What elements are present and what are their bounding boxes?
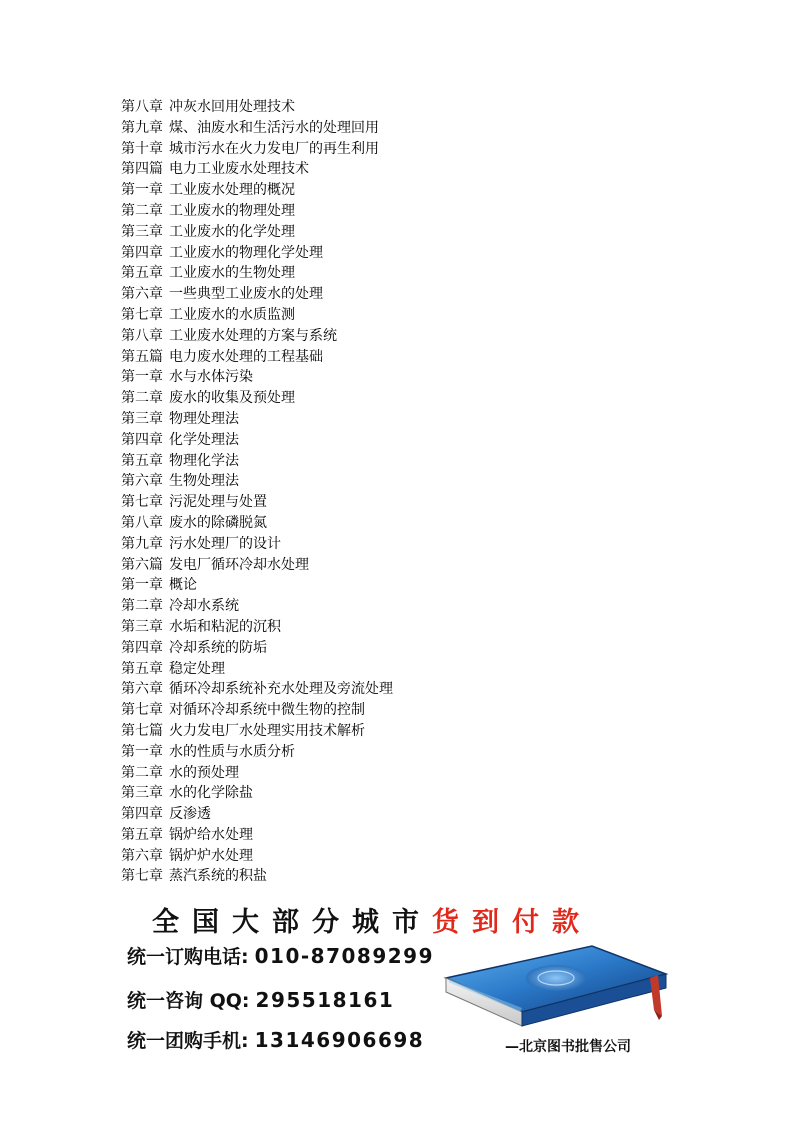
toc-entry-title: 水与水体污染: [169, 369, 253, 386]
toc-entry: [121, 305, 681, 326]
toc-entry: [121, 284, 681, 305]
toc-entry-number: 第二章: [121, 598, 163, 615]
toc-entry-title: 工业废水处理的概况: [169, 182, 295, 199]
toc-entry-number: 第三章: [121, 223, 163, 240]
toc-entry: [121, 388, 681, 409]
toc-entry-number: 第六章: [121, 681, 163, 698]
toc-entry-number: 第九章: [121, 535, 163, 552]
toc-entry-number: 第五章: [121, 452, 163, 469]
toc-entry-number: 第二章: [121, 764, 163, 781]
toc-entry-number: 第一章: [121, 577, 163, 594]
toc-entry-title: 蒸汽系统的积盐: [169, 868, 267, 885]
toc-entry: [121, 596, 681, 617]
toc-entry: [121, 451, 681, 472]
toc-entry: [121, 263, 681, 284]
group-buy-number: 13146906698: [254, 1028, 425, 1052]
toc-entry: [121, 492, 681, 513]
toc-entry: [121, 555, 681, 576]
toc-entry: [121, 783, 681, 804]
toc-entry-title: 物理化学法: [169, 452, 239, 469]
toc-entry: [121, 159, 681, 180]
toc-entry-number: 第七章: [121, 494, 163, 511]
toc-entry-number: 第五章: [121, 660, 163, 677]
toc-entry: [121, 118, 681, 139]
toc-entry: [121, 763, 681, 784]
toc-entry-title: 工业废水的生物处理: [169, 265, 295, 282]
toc-entry-title: 电力工业废水处理技术: [169, 161, 309, 178]
toc-entry-title: 水的预处理: [169, 764, 239, 781]
toc-entry-number: 第七章: [121, 306, 163, 323]
toc-entry-title: 冷却水系统: [169, 598, 239, 615]
toc-entry: [121, 721, 681, 742]
toc-entry-number: 第四章: [121, 639, 163, 656]
qq-number: 295518161: [255, 988, 395, 1012]
toc-entry-title: 一些典型工业废水的处理: [169, 286, 323, 303]
toc-entry-number: 第四篇: [121, 161, 163, 178]
toc-entry-number: 第六章: [121, 286, 163, 303]
table-of-contents: [121, 97, 681, 887]
toc-entry-number: 第三章: [121, 785, 163, 802]
toc-entry-number: 第二章: [121, 202, 163, 219]
toc-entry-number: 第四章: [121, 244, 163, 261]
toc-entry-number: 第十章: [121, 140, 163, 157]
ad-headline: [152, 900, 592, 939]
advertisement-banner: [0, 890, 794, 1070]
toc-entry-title: 化学处理法: [169, 431, 239, 448]
toc-entry-number: 第六章: [121, 473, 163, 490]
toc-entry-title: 废水的除磷脱氮: [169, 514, 267, 531]
toc-entry-number: 第一章: [121, 369, 163, 386]
toc-entry: [121, 243, 681, 264]
qq-line: [127, 986, 394, 1013]
toc-entry-title: 电力废水处理的工程基础: [169, 348, 323, 365]
toc-entry-title: 水的化学除盐: [169, 785, 253, 802]
toc-entry: [121, 222, 681, 243]
toc-entry-number: 第五篇: [121, 348, 163, 365]
group-buy-label: 统一团购手机:: [127, 1030, 249, 1052]
ad-headline-highlight: 货到付款: [432, 907, 592, 938]
toc-entry-title: 概论: [169, 577, 197, 594]
order-phone-number: 010-87089299: [254, 944, 434, 968]
toc-entry-number: 第六篇: [121, 556, 163, 573]
toc-entry-number: 第七章: [121, 702, 163, 719]
toc-entry: [121, 201, 681, 222]
order-phone-label: 统一订购电话:: [127, 946, 249, 968]
toc-entry-title: 水的性质与水质分析: [169, 743, 295, 760]
toc-entry-title: 锅炉给水处理: [169, 826, 253, 843]
toc-entry: [121, 700, 681, 721]
toc-entry-number: 第二章: [121, 390, 163, 407]
toc-entry-number: 第八章: [121, 514, 163, 531]
toc-entry-number: 第四章: [121, 431, 163, 448]
toc-entry: [121, 617, 681, 638]
toc-entry: [121, 471, 681, 492]
toc-entry-number: 第八章: [121, 99, 163, 115]
toc-entry-number: 第五章: [121, 826, 163, 843]
toc-entry-title: 发电厂循环冷却水处理: [169, 556, 309, 573]
toc-entry: [121, 742, 681, 763]
toc-entry: [121, 180, 681, 201]
toc-entry: [121, 846, 681, 867]
toc-entry: [121, 326, 681, 347]
toc-entry-title: 锅炉炉水处理: [169, 847, 253, 864]
toc-entry-title: 冷却系统的防垢: [169, 639, 267, 656]
toc-entry: [121, 638, 681, 659]
toc-entry-title: 污水处理厂的设计: [169, 535, 281, 552]
toc-entry-title: 煤、油废水和生活污水的处理回用: [169, 119, 379, 136]
toc-entry-number: 第六章: [121, 847, 163, 864]
toc-entry-title: 工业废水的化学处理: [169, 223, 295, 240]
toc-entry-title: 稳定处理: [169, 660, 225, 677]
toc-entry-title: 工业废水处理的方案与系统: [169, 327, 337, 344]
toc-entry: [121, 139, 681, 160]
toc-entry-title: 物理处理法: [169, 410, 239, 427]
toc-entry-title: 反渗透: [169, 806, 211, 823]
toc-entry: [121, 367, 681, 388]
toc-entry-title: 水垢和粘泥的沉积: [169, 618, 281, 635]
toc-entry: [121, 804, 681, 825]
toc-entry-number: 第三章: [121, 618, 163, 635]
order-phone-line: [127, 942, 434, 969]
toc-entry: [121, 679, 681, 700]
group-buy-line: [127, 1026, 424, 1053]
toc-entry-title: 对循环冷却系统中微生物的控制: [169, 702, 365, 719]
qq-label: 统一咨询 QQ:: [127, 990, 250, 1012]
ad-headline-main: 全国大部分城市: [152, 907, 432, 938]
toc-entry: [121, 659, 681, 680]
book-illustration: [440, 938, 680, 1048]
toc-entry-number: 第九章: [121, 119, 163, 136]
toc-entry: [121, 575, 681, 596]
toc-entry-number: 第三章: [121, 410, 163, 427]
toc-entry-number: 第一章: [121, 743, 163, 760]
toc-entry-title: 工业废水的物理处理: [169, 202, 295, 219]
toc-entry-title: 污泥处理与处置: [169, 494, 267, 511]
toc-entry-number: 第一章: [121, 182, 163, 199]
toc-entry-title: 火力发电厂水处理实用技术解析: [169, 722, 365, 739]
toc-entry-number: 第八章: [121, 327, 163, 344]
toc-entry: [121, 409, 681, 430]
toc-entry-number: 第五章: [121, 265, 163, 282]
toc-entry-title: 循环冷却系统补充水处理及旁流处理: [169, 681, 393, 698]
toc-entry: [121, 513, 681, 534]
toc-entry-title: 城市污水在火力发电厂的再生利用: [169, 140, 379, 157]
company-signature: —北京图书批售公司: [505, 1039, 631, 1055]
toc-entry-number: 第七篇: [121, 722, 163, 739]
toc-entry-title: 工业废水的物理化学处理: [169, 244, 323, 261]
toc-entry: [121, 866, 681, 887]
toc-entry: [121, 347, 681, 368]
toc-entry: [121, 825, 681, 846]
toc-entry: [121, 430, 681, 451]
toc-entry-title: 废水的收集及预处理: [169, 390, 295, 407]
toc-entry-number: 第七章: [121, 868, 163, 885]
toc-entry: [121, 97, 681, 118]
toc-entry-title: 工业废水的水质监测: [169, 306, 295, 323]
toc-entry-title: 冲灰水回用处理技术: [169, 99, 295, 115]
toc-entry: [121, 534, 681, 555]
toc-entry-title: 生物处理法: [169, 473, 239, 490]
toc-entry-number: 第四章: [121, 806, 163, 823]
